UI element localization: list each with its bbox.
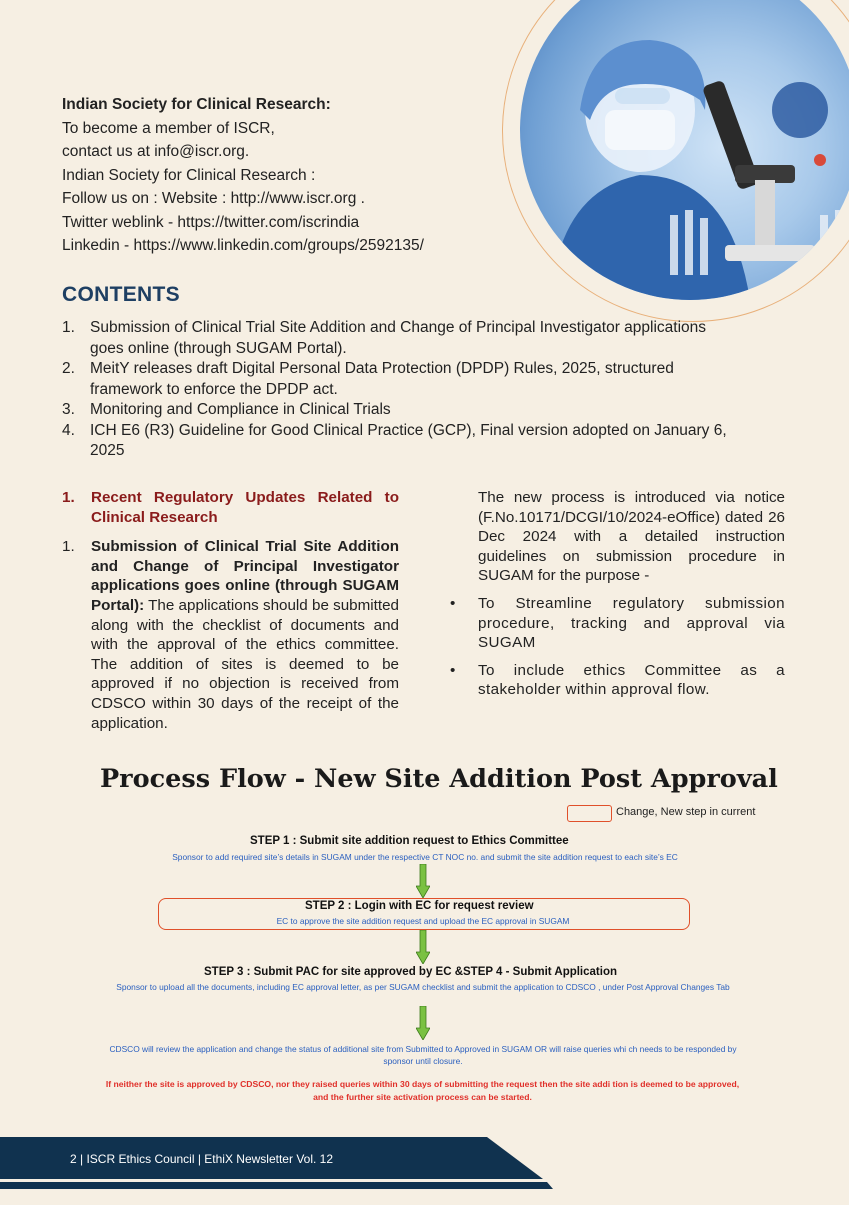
footer-text: 2 | ISCR Ethics Council | EthiX Newsletter Vol. 12 [70, 1152, 334, 1166]
step3-title: STEP 3 : Submit PAC for site approved by EC &STEP 4 - Submit Application [204, 966, 617, 978]
down-arrow-icon [416, 1006, 430, 1040]
contact-email-line: contact us at info@iscr.org. [62, 143, 250, 160]
purpose-text: To Streamline regulatory submission procedure, tracking and approval via SUGAM [478, 594, 785, 652]
contents-item-number: 2. [62, 360, 75, 377]
step3-description: Sponsor to upload all the documents, including EC approval letter, as per SUGAM checklist and submit the application to CDSCO , under Post Approval Changes Tab [116, 982, 730, 992]
twitter-line[interactable]: Twitter weblink - https://twitter.com/iscrindia [62, 213, 360, 231]
contents-item-text: MeitY releases draft Digital Personal Data Protection (DPDP) Rules, 2025, structured framework to enforce the DPDP act. [90, 360, 674, 398]
process-flow-title: Process Flow - New Site Addition Post Approval [100, 764, 778, 794]
legend-swatch [567, 805, 612, 822]
header-photo [520, 0, 849, 300]
contents-item-text: Monitoring and Compliance in Clinical Trials [90, 401, 391, 418]
contents-item-number: 1. [62, 319, 75, 336]
legend-label: Change, New step in current [616, 806, 756, 818]
purpose-item [450, 661, 785, 700]
contents-item[interactable] [62, 421, 742, 462]
contents-item-text: Submission of Clinical Trial Site Addition and Change of Principal Investigator applications goes online (through SUGAM Portal). [90, 319, 707, 357]
step1-title: STEP 1 : Submit site addition request to Ethics Committee [250, 835, 569, 847]
org-info [62, 93, 424, 258]
section-heading [62, 488, 399, 527]
step1-description: Sponsor to add required site’s details in SUGAM under the respective CT NOC no. and submit the site addition request to each site’s EC [172, 852, 678, 862]
item-number: 1. [62, 538, 75, 556]
contents-item-number: 4. [62, 421, 75, 439]
bullet-icon: • [450, 594, 456, 612]
left-column [62, 488, 399, 733]
section-number: 1. [62, 489, 75, 506]
contents-item-number: 3. [62, 401, 75, 418]
step2-title: STEP 2 : Login with EC for request review [305, 900, 534, 912]
membership-line: To become a member of ISCR, [62, 119, 275, 137]
contents-title: CONTENTS [62, 283, 180, 306]
step2-description: EC to approve the site addition request and upload the EC approval in SUGAM [276, 916, 570, 926]
contents-list [62, 318, 742, 462]
purpose-text: To include ethics Committee as a stakeholder within approval flow. [478, 661, 785, 699]
down-arrow-icon [416, 930, 430, 964]
bullet-icon: • [450, 661, 456, 679]
item-body-text: The applications should be submitted along with the checklist of documents and with the approval of the ethics committee. The addition of sites is deemed to be approved if no objection is received from CDSCO within 30 days of the receipt of the application. [91, 596, 399, 732]
deemed-approval-note: If neither the site is approved by CDSCO, nor they raised queries within 30 days of submitting the request then the site addi tion is deemed to be approved, and the further site activation process can be started. [105, 1079, 740, 1102]
section-item [62, 537, 399, 733]
linkedin-line[interactable]: Linkedin - https://www.linkedin.com/groups/2592135/ [62, 237, 424, 254]
org-heading: Indian Society for Clinical Research: [62, 96, 331, 113]
down-arrow-icon [416, 864, 430, 898]
contents-item[interactable] [62, 400, 742, 421]
footer-band [0, 1137, 849, 1200]
cdsco-review-note: CDSCO will review the application and change the status of additional site from Submitted to Approved in SUGAM OR will raise queries whi ch needs to be responded by sponsor until closure. [109, 1044, 737, 1066]
org-name-line: Indian Society for Clinical Research : [62, 166, 316, 184]
contents-item-text: ICH E6 (R3) Guideline for Good Clinical Practice (GCP), Final version adopted on January 6, 2025 [90, 421, 727, 459]
purpose-list [450, 594, 785, 700]
section-heading-text: Recent Regulatory Updates Related to Clinical Research [91, 489, 399, 526]
right-column [450, 488, 785, 708]
notice-intro: The new process is introduced via notice (F.No.10171/DCGI/10/2024-eOffice) dated 26 Dec 2024 with a detailed instruction guidelines on submission procedure in SUGAM for the purpose - [478, 489, 785, 585]
item-bold-title: Submission of Clinical Trial Site Addition and Change of Principal Investigator applications goes online (through SUGAM Portal): [91, 538, 399, 614]
purpose-item [450, 594, 785, 653]
website-line[interactable]: Follow us on : Website : http://www.iscr.org . [62, 190, 365, 207]
contents-item[interactable] [62, 359, 742, 400]
contents-item[interactable] [62, 318, 742, 359]
